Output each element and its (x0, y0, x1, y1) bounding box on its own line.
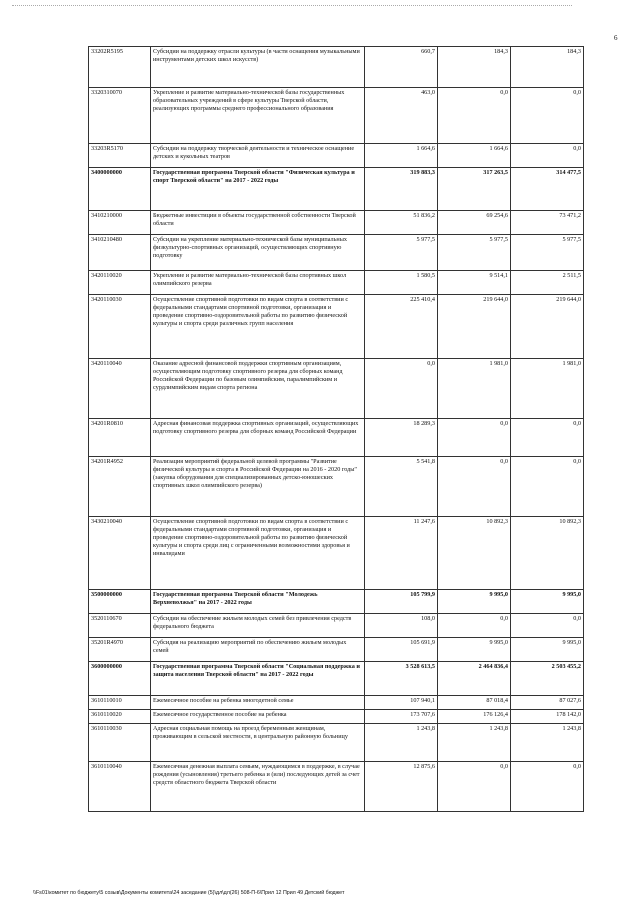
footer-file-path: \\Fs01\комитет по бюджету\5 созыв\Документы комитета\24 заседание (5)\дл\дл(26) 508-П-6\Прил 12 Прил 49 Детский бюджет (33, 890, 345, 896)
value-2020-cell: 463,0 (365, 88, 438, 144)
value-2021-cell: 1 981,0 (438, 359, 511, 419)
code-cell: 3410210000 (89, 211, 151, 235)
value-2022-cell: 5 977,5 (511, 235, 584, 271)
table-row (89, 144, 584, 168)
value-2020-cell: 12 875,6 (365, 762, 438, 812)
table-row (89, 710, 584, 724)
table-body (89, 47, 584, 812)
value-2021-cell: 87 018,4 (438, 696, 511, 710)
code-cell: 3610110020 (89, 710, 151, 724)
name-cell: Субсидия на реализацию мероприятий по обеспечению жильем молодых семей (151, 638, 365, 662)
name-cell: Укрепление и развитие материально-технической базы государственных образовательных учреждений в сфере культуры Тверской области, реализующих программы среднего профессионального образования (151, 88, 365, 144)
value-2020-cell: 105 691,9 (365, 638, 438, 662)
value-2020-cell: 1 243,8 (365, 724, 438, 762)
value-2022-cell: 9 995,0 (511, 638, 584, 662)
table-row (89, 235, 584, 271)
table-row (89, 614, 584, 638)
table-row (89, 47, 584, 88)
code-cell: 3610110040 (89, 762, 151, 812)
table-row (89, 662, 584, 696)
value-2021-cell: 176 126,4 (438, 710, 511, 724)
name-cell: Укрепление и развитие материально-технической базы спортивных школ олимпийского резерва (151, 271, 365, 295)
code-cell: 3420110020 (89, 271, 151, 295)
value-2020-cell: 105 799,9 (365, 590, 438, 614)
table-row (89, 696, 584, 710)
value-2021-cell: 317 263,5 (438, 168, 511, 211)
table-row (89, 168, 584, 211)
name-cell: Осуществление спортивной подготовки по видам спорта в соответствии с федеральными стандартами спортивной подготовки, организация и проведение спортивно-оздоровительной работы по развитию физической культуры и спорта среди различных групп населения (151, 295, 365, 359)
value-2021-cell: 69 254,6 (438, 211, 511, 235)
name-cell: Оказание адресной финансовой поддержки спортивным организациям, осуществляющим подготовку спортивного резерва для сборных команд Российской Федерации по базовым олимпийским, паралимпийским и сурдлимпийским видам спорта региона (151, 359, 365, 419)
value-2021-cell: 0,0 (438, 88, 511, 144)
value-2021-cell: 0,0 (438, 614, 511, 638)
table-row (89, 724, 584, 762)
value-2022-cell: 184,3 (511, 47, 584, 88)
value-2020-cell: 5 977,5 (365, 235, 438, 271)
value-2020-cell: 660,7 (365, 47, 438, 88)
name-cell: Субсидии на поддержку отрасли культуры (в части оснащения музыкальными инструментами детских школ искусств) (151, 47, 365, 88)
value-2022-cell: 0,0 (511, 457, 584, 517)
value-2022-cell: 73 471,2 (511, 211, 584, 235)
name-cell: Ежемесячное пособие на ребенка многодетной семье (151, 696, 365, 710)
table-row (89, 211, 584, 235)
code-cell: 34201R4952 (89, 457, 151, 517)
value-2022-cell: 2 511,5 (511, 271, 584, 295)
value-2021-cell: 1 243,8 (438, 724, 511, 762)
code-cell: 33203R5170 (89, 144, 151, 168)
name-cell: Субсидии на поддержку творческой деятельности и техническое оснащение детских и кукольных театров (151, 144, 365, 168)
name-cell: Адресная финансовая поддержка спортивных организаций, осуществляющих подготовку спортивного резерва для сборных команд Российской Федерации (151, 419, 365, 457)
value-2021-cell: 219 644,0 (438, 295, 511, 359)
name-cell: Субсидии на обеспечение жильем молодых семей без привлечения средств федерального бюджета (151, 614, 365, 638)
value-2021-cell: 1 664,6 (438, 144, 511, 168)
value-2021-cell: 9 995,0 (438, 590, 511, 614)
value-2020-cell: 0,0 (365, 359, 438, 419)
code-cell: 3520110670 (89, 614, 151, 638)
code-cell: 3600000000 (89, 662, 151, 696)
value-2022-cell: 178 142,0 (511, 710, 584, 724)
table-row (89, 638, 584, 662)
code-cell: 3430210040 (89, 517, 151, 590)
name-cell: Государственная программа Тверской области "Молодежь Верхневолжья" на 2017 - 2022 годы (151, 590, 365, 614)
value-2021-cell: 10 892,3 (438, 517, 511, 590)
value-2022-cell: 219 644,0 (511, 295, 584, 359)
value-2021-cell: 0,0 (438, 419, 511, 457)
table-row (89, 517, 584, 590)
value-2021-cell: 9 514,1 (438, 271, 511, 295)
page-number: 6 (614, 34, 618, 42)
value-2022-cell: 0,0 (511, 419, 584, 457)
table-row (89, 295, 584, 359)
code-cell: 3410210480 (89, 235, 151, 271)
value-2021-cell: 184,3 (438, 47, 511, 88)
scan-top-artifact (12, 5, 572, 7)
value-2022-cell: 314 477,5 (511, 168, 584, 211)
table-row (89, 419, 584, 457)
name-cell: Адресная социальная помощь на проезд беременным женщинам, проживающим в сельской местности, в центральную районную больницу (151, 724, 365, 762)
name-cell: Ежемесячная денежная выплата семьям, нуждающимся в поддержке, в случае рождения (усыновления) третьего ребенка и (или) последующих детей за счет средств областного бюджета Тверской области (151, 762, 365, 812)
table-row (89, 359, 584, 419)
name-cell: Субсидии на укрепление материально-технической базы муниципальных физкультурно-спортивных организаций, осуществляющих спортивную подготовку (151, 235, 365, 271)
budget-table (88, 46, 584, 812)
code-cell: 3610110030 (89, 724, 151, 762)
name-cell: Государственная программа Тверской области "Физическая культура и спорт Тверской области" на 2017 - 2022 годы (151, 168, 365, 211)
code-cell: 3420110030 (89, 295, 151, 359)
value-2020-cell: 18 289,3 (365, 419, 438, 457)
table-row (89, 88, 584, 144)
value-2020-cell: 225 410,4 (365, 295, 438, 359)
table-row (89, 590, 584, 614)
table-row (89, 457, 584, 517)
code-cell: 3610110010 (89, 696, 151, 710)
value-2022-cell: 0,0 (511, 614, 584, 638)
value-2022-cell: 0,0 (511, 144, 584, 168)
value-2021-cell: 5 977,5 (438, 235, 511, 271)
table-row (89, 762, 584, 812)
name-cell: Осуществление спортивной подготовки по видам спорта в соответствии с федеральными стандартами спортивной подготовки, организация и проведение спортивно-оздоровительной работы по развитию физической культуры и спорта среди лиц с ограниченными возможностями здоровья и инвалидами (151, 517, 365, 590)
value-2021-cell: 9 995,0 (438, 638, 511, 662)
code-cell: 3400000000 (89, 168, 151, 211)
value-2022-cell: 87 027,6 (511, 696, 584, 710)
value-2020-cell: 1 664,6 (365, 144, 438, 168)
name-cell: Бюджетные инвестиции в объекты государственной собственности Тверской области (151, 211, 365, 235)
code-cell: 34201R0810 (89, 419, 151, 457)
value-2022-cell: 0,0 (511, 88, 584, 144)
value-2022-cell: 10 892,3 (511, 517, 584, 590)
value-2020-cell: 5 541,8 (365, 457, 438, 517)
value-2020-cell: 1 580,5 (365, 271, 438, 295)
value-2021-cell: 2 464 836,4 (438, 662, 511, 696)
name-cell: Государственная программа Тверской области "Социальная поддержка и защита населения Тверской области" на 2017 - 2022 годы (151, 662, 365, 696)
code-cell: 3420110040 (89, 359, 151, 419)
code-cell: 3320310070 (89, 88, 151, 144)
value-2020-cell: 107 940,1 (365, 696, 438, 710)
value-2022-cell: 1 243,8 (511, 724, 584, 762)
value-2022-cell: 2 503 455,2 (511, 662, 584, 696)
value-2022-cell: 9 995,0 (511, 590, 584, 614)
code-cell: 3500000000 (89, 590, 151, 614)
value-2020-cell: 319 883,3 (365, 168, 438, 211)
value-2020-cell: 173 707,6 (365, 710, 438, 724)
name-cell: Реализация мероприятий федеральной целевой программы "Развитие физической культуры и спорта в Российской Федерации на 2016 - 2020 годы" (закупка оборудования для специализированных детско-юношеских спортивных школ олимпийского резерва) (151, 457, 365, 517)
name-cell: Ежемесячное государственное пособие на ребенка (151, 710, 365, 724)
table-row (89, 271, 584, 295)
value-2020-cell: 3 528 613,5 (365, 662, 438, 696)
code-cell: 35201R4970 (89, 638, 151, 662)
value-2020-cell: 108,0 (365, 614, 438, 638)
code-cell: 33202R5195 (89, 47, 151, 88)
value-2022-cell: 1 981,0 (511, 359, 584, 419)
value-2021-cell: 0,0 (438, 457, 511, 517)
value-2021-cell: 0,0 (438, 762, 511, 812)
value-2020-cell: 51 836,2 (365, 211, 438, 235)
value-2022-cell: 0,0 (511, 762, 584, 812)
value-2020-cell: 11 247,6 (365, 517, 438, 590)
